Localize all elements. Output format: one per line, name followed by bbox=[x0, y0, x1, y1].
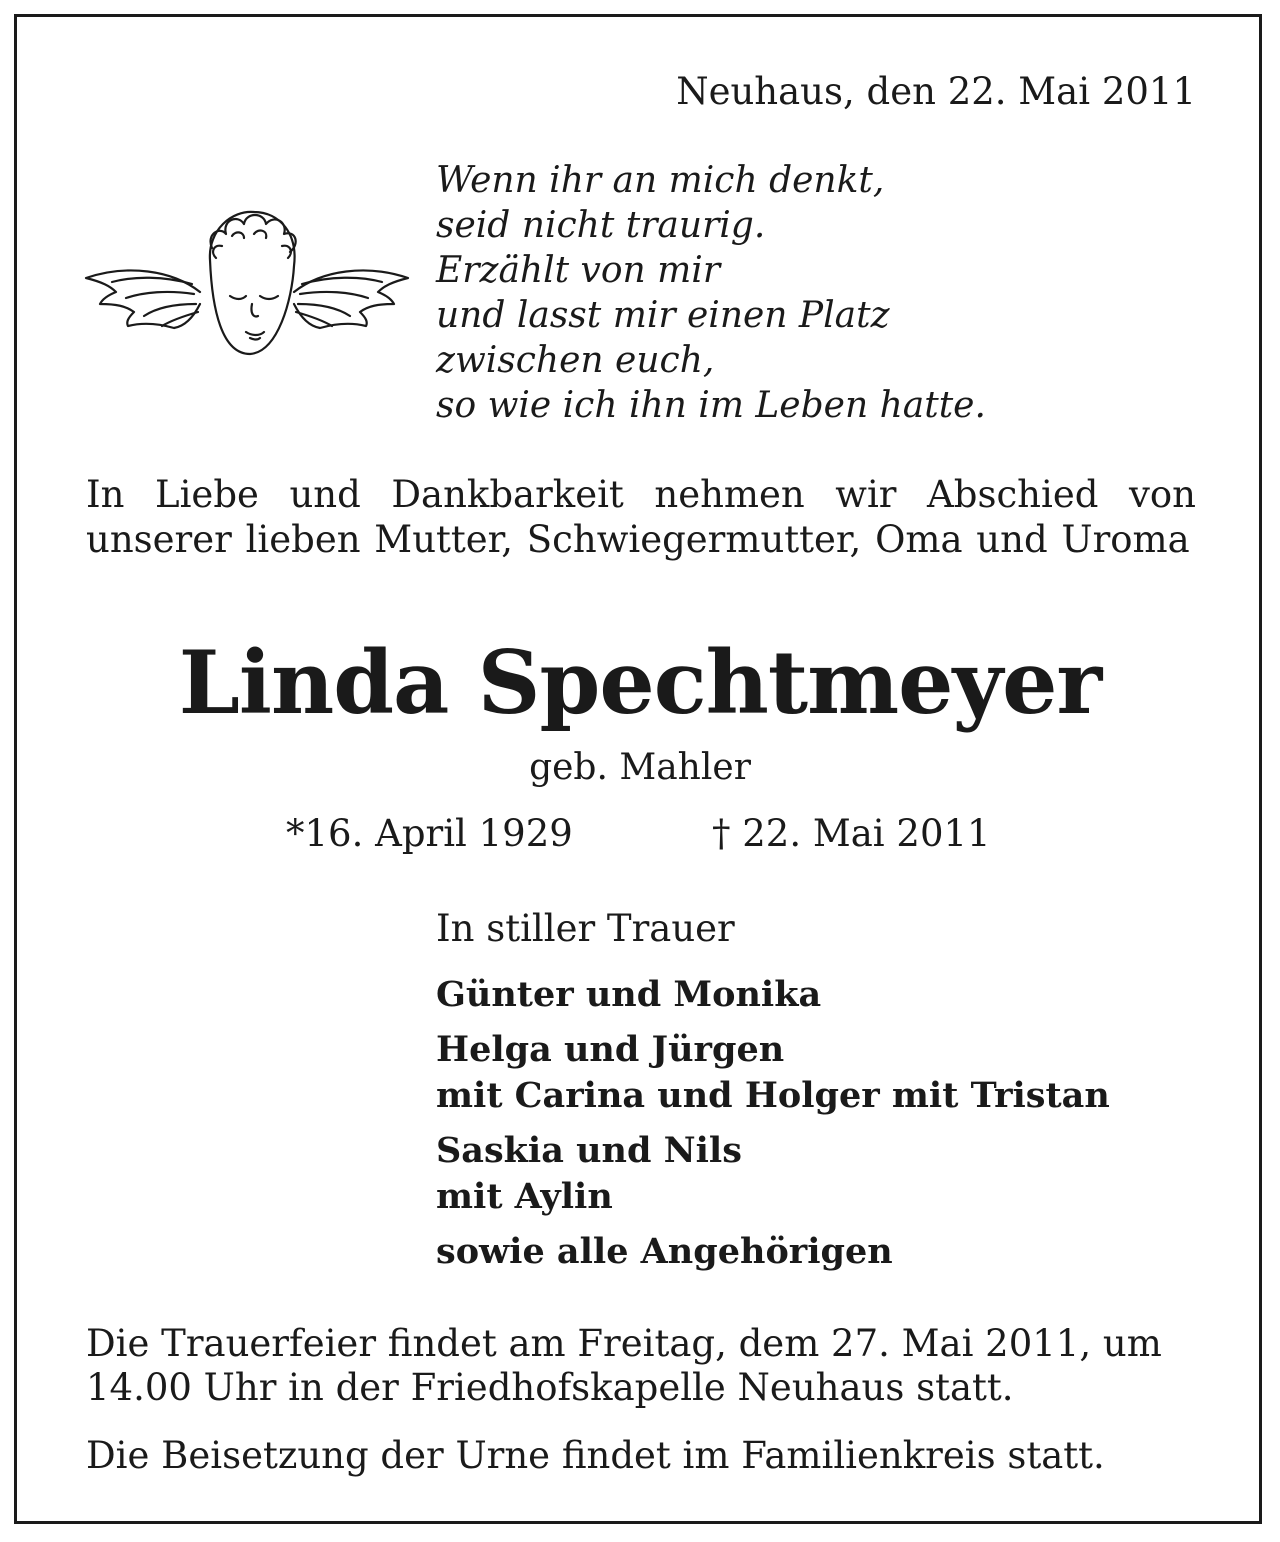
poem-line: zwischen euch, bbox=[436, 340, 715, 381]
poem-line: und lasst mir einen Platz bbox=[436, 295, 890, 336]
intro-text: In Liebe und Dankbarkeit nehmen wir Abschied von unserer lieben Mutter, Schwiegermutter, Oma und Uroma bbox=[86, 473, 1196, 561]
mourner-line: Saskia und Nils bbox=[436, 1130, 742, 1171]
mourner-group bbox=[436, 1027, 1110, 1119]
maiden-name: geb. Mahler bbox=[529, 747, 751, 788]
poem-line: seid nicht traurig. bbox=[436, 205, 766, 246]
deceased-name: Linda Spechtmeyer bbox=[178, 631, 1102, 734]
service-text: Die Trauerfeier findet am Freitag, dem 27. Mai 2011, um 14.00 Uhr in der Friedhofskapelle Neuhaus statt. bbox=[86, 1322, 1162, 1409]
mourner-line: mit Carina und Holger mit Tristan bbox=[436, 1075, 1110, 1116]
mourner-line: Günter und Monika bbox=[436, 974, 822, 1015]
death-date: † 22. Mai 2011 bbox=[712, 812, 991, 855]
poem-line: so wie ich ihn im Leben hatte. bbox=[436, 385, 986, 426]
birth-date: *16. April 1929 bbox=[286, 812, 573, 855]
place-date: Neuhaus, den 22. Mai 2011 bbox=[676, 70, 1196, 113]
mourner-line: sowie alle Angehörigen bbox=[436, 1231, 893, 1272]
burial-text: Die Beisetzung der Urne findet im Familienkreis statt. bbox=[86, 1434, 1105, 1477]
poem-line: Erzählt von mir bbox=[436, 250, 721, 291]
mourning-heading: In stiller Trauer bbox=[436, 907, 735, 950]
poem-line: Wenn ihr an mich denkt, bbox=[436, 160, 885, 201]
mourner-line: Helga und Jürgen bbox=[436, 1029, 785, 1070]
poem bbox=[436, 158, 986, 428]
angel-icon bbox=[82, 200, 412, 360]
mourners-list bbox=[436, 972, 1110, 1284]
mourner-group bbox=[436, 1229, 1110, 1275]
mourner-group bbox=[436, 972, 1110, 1018]
mourner-group bbox=[436, 1128, 1110, 1220]
mourner-line: mit Aylin bbox=[436, 1176, 613, 1217]
